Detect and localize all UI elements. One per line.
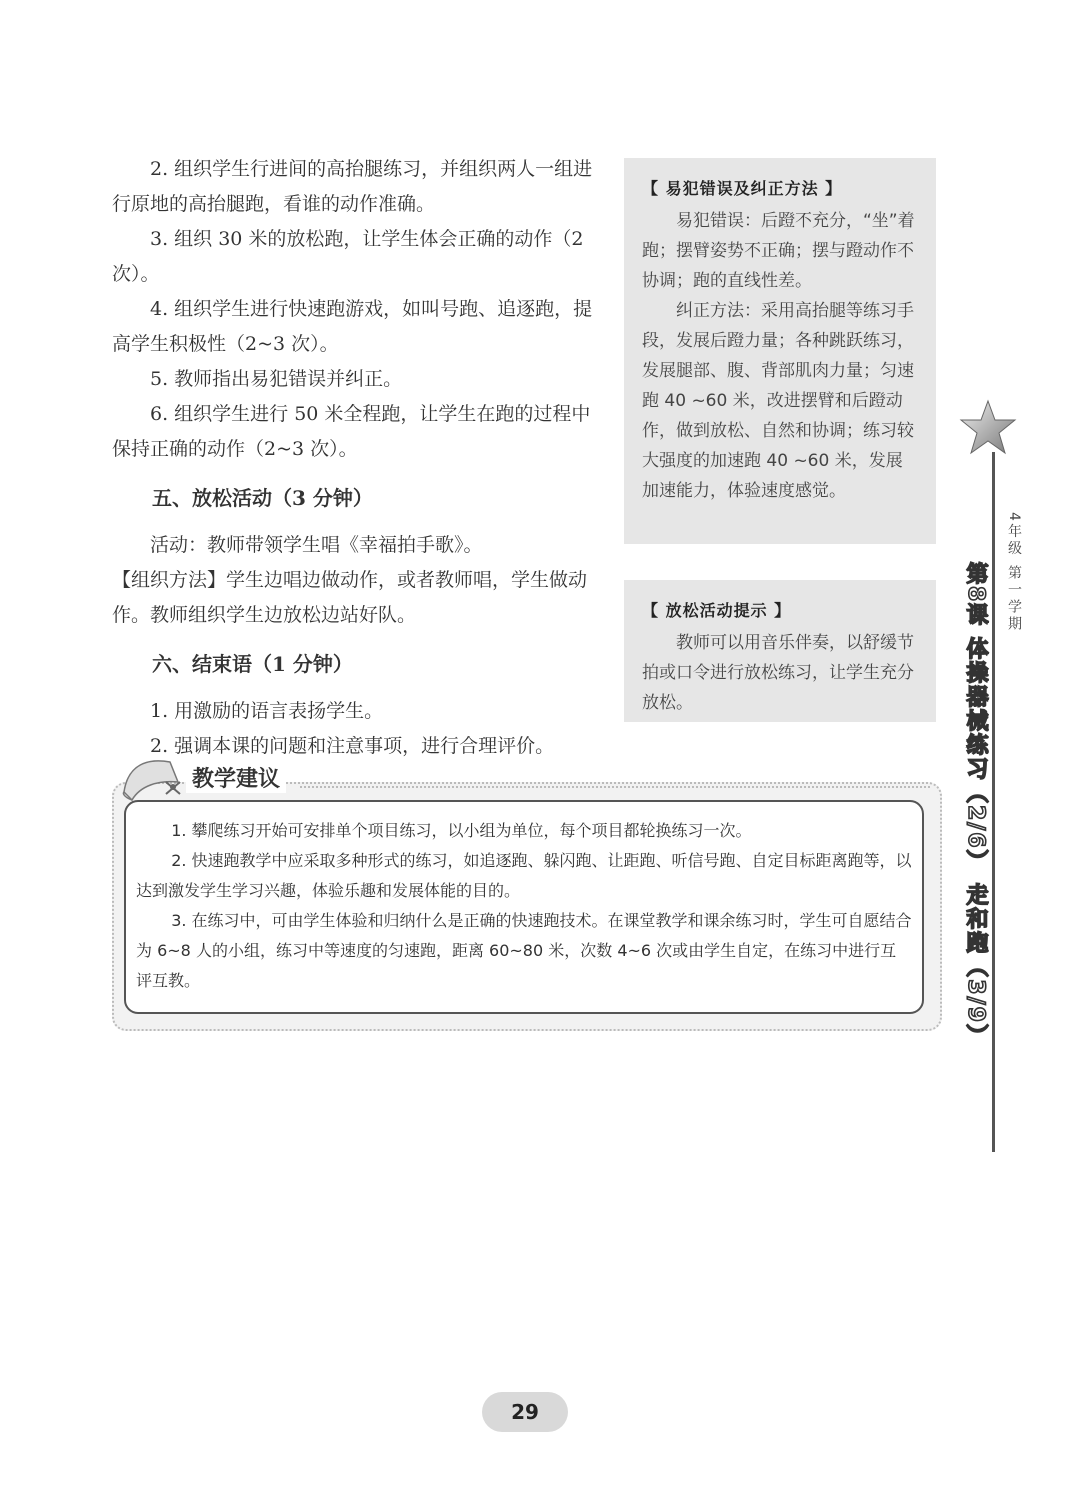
paragraph-step-2: 2. 组织学生行进间的高抬腿练习，并组织两人一组进行原地的高抬腿跑，看谁的动作准确。 bbox=[112, 158, 593, 215]
scroll-icon bbox=[118, 752, 188, 804]
errors-text: 易犯错误：后蹬不充分，“坐”着跑；摆臂姿势不正确；摆与蹬动作不协调；跑的直线性差。 bbox=[642, 211, 915, 291]
star-icon bbox=[958, 398, 1018, 458]
paragraph-step-6: 6. 组织学生进行 50 米全程跑，让学生在跑的过程中保持正确的动作（2~3 次）。 bbox=[112, 403, 591, 460]
suggestion-item-2: 2. 快速跑教学中应采取多种形式的练习，如追逐跑、躲闪跑、让距跑、听信号跑、自定目标距离跑等，以达到激发学生学习兴趣，体验乐趣和发展体能的目的。 bbox=[136, 851, 912, 900]
lesson-title: 第8课 体操器械练习（2/6） 走和跑（3/9） bbox=[963, 562, 988, 1048]
section5-activity: 活动：教师带领学生唱《幸福拍手歌》。 bbox=[150, 534, 483, 556]
suggestions-title: 教学建议 bbox=[186, 762, 286, 793]
main-text bbox=[112, 152, 604, 764]
section5-method: 【组织方法】学生边唱边做动作，或者教师唱，学生做动作。教师组织学生边放松边站好队。 bbox=[112, 569, 588, 626]
suggestion-item-3: 3. 在练习中，可由学生体验和归纳什么是正确的快速跑技术。在课堂教学和课余练习时，学生可自愿结合为 6~8 人的小组，练习中等速度的匀速跑，距离 60~80 米，次数 4~6 次或由学生自定，在练习中进行互评互教。 bbox=[136, 911, 912, 990]
paragraph-step-5: 5. 教师指出易犯错误并纠正。 bbox=[150, 368, 403, 390]
paragraph-step-3: 3. 组织 30 米的放松跑，让学生体会正确的动作（2 次）。 bbox=[112, 228, 584, 285]
margin-rule bbox=[992, 452, 995, 1152]
page-number: 29 bbox=[482, 1392, 568, 1432]
relax-tips-text: 教师可以用音乐伴奏，以舒缓节拍或口令进行放松练习，让学生充分放松。 bbox=[642, 633, 914, 713]
section6-item-1: 1. 用激励的语言表扬学生。 bbox=[150, 700, 384, 722]
suggestion-item-1: 1. 攀爬练习开始可安排单个项目练习，以小组为单位，每个项目都轮换练习一次。 bbox=[171, 821, 752, 840]
relax-box-title: 【 放松活动提示 】 bbox=[642, 601, 792, 620]
errors-correction-box bbox=[624, 158, 936, 544]
paragraph-step-4: 4. 组织学生进行快速跑游戏，如叫号跑、追逐跑，提高学生积极性（2~3 次）。 bbox=[112, 298, 593, 355]
grade-label: 4年级 第一学期 bbox=[1006, 512, 1022, 634]
section6-item-2: 2. 强调本课的问题和注意事项，进行合理评价。 bbox=[150, 735, 555, 757]
section5-heading: 五、放松活动（3 分钟） bbox=[152, 486, 373, 510]
suggestions-body bbox=[124, 800, 924, 1014]
relax-tips-box bbox=[624, 580, 936, 722]
title-divider bbox=[300, 786, 930, 788]
section6-heading: 六、结束语（1 分钟） bbox=[152, 652, 353, 676]
corrections-text: 纠正方法：采用高抬腿等练习手段，发展后蹬力量；各种跳跃练习，发展腿部、腹、背部肌肉力量；匀速跑 40 ~60 米，改进摆臂和后蹬动作，做到放松、自然和协调；练习较大强度的加速跑 40 ~60 米，发展加速能力，体验速度感觉。 bbox=[642, 301, 914, 501]
errors-box-title: 【 易犯错误及纠正方法 】 bbox=[642, 179, 843, 198]
